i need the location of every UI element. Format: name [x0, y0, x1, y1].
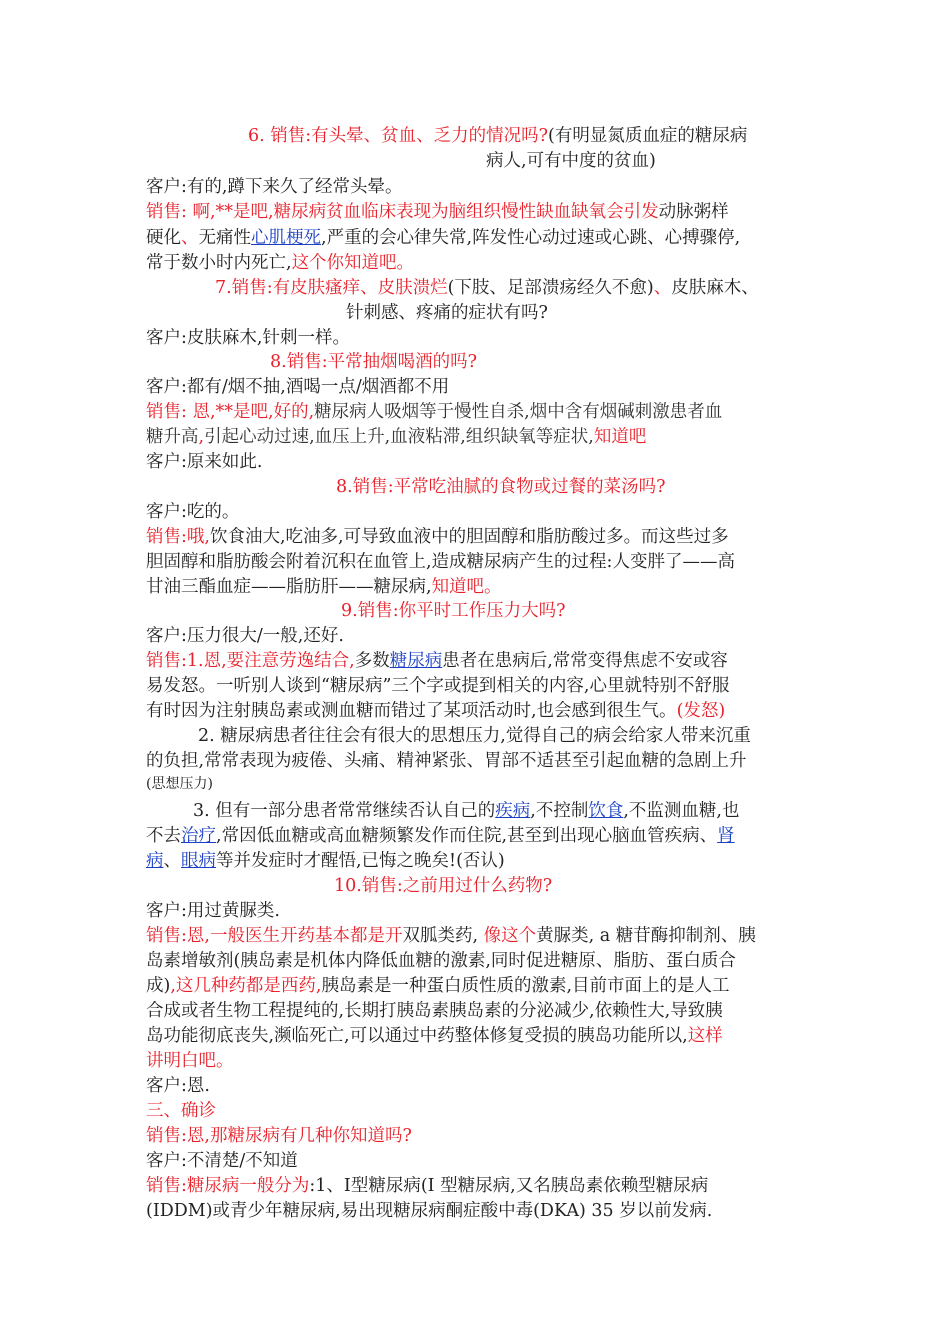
- text-span: ,: [198, 427, 205, 447]
- text-span: 这样: [687, 1026, 723, 1046]
- question-7-text: 7.销售:有皮肤瘙痒、皮肤溃烂: [215, 278, 448, 298]
- text-span: 3. 但有一部分患者常常继续否认自己的: [193, 801, 496, 821]
- text-span: 这个你知道吧。: [291, 253, 415, 273]
- text-span: (发怒): [676, 701, 726, 721]
- text-span: ,不监测血糖,也: [623, 801, 740, 821]
- sales-answer-9-line3: [146, 699, 725, 724]
- customer-reply-7: 客户:皮肤麻木,针刺一样。: [146, 328, 350, 348]
- question-7-note: (下肢、足部溃疡经久不愈): [447, 278, 654, 298]
- customer-reply-9: 客户:压力很大/一般,还好.: [146, 626, 344, 646]
- text-span: 无痛性: [198, 228, 251, 248]
- question-6-line1: [248, 124, 747, 149]
- link-treatment[interactable]: 治疗: [181, 826, 216, 846]
- sales-answer-9-p2-line3: (思想压力): [146, 776, 213, 792]
- text-span: 皮肤麻木、: [671, 278, 759, 298]
- sales-answer-6-line2: [146, 226, 740, 251]
- sales-answer-6-line1: [146, 200, 729, 225]
- text-span: 双胍类药,: [402, 926, 479, 946]
- text-span: 患者在患病后,常常变得焦虑不安或容: [442, 651, 728, 671]
- sales-answer-10-line3: [146, 974, 730, 999]
- sales-answer-11-line2: (IDDM)或青少年糖尿病,易出现糖尿病酮症酸中毒(DKA) 35 岁以前发病.: [146, 1201, 713, 1221]
- text-span: ,不控制: [530, 801, 589, 821]
- text-span: 像这个: [478, 926, 537, 946]
- text-span: 知道吧: [593, 427, 647, 447]
- sales-answer-10-line2: 岛素增敏剂(胰岛素是机体内降低血糖的激素,同时促进糖原、脂肪、蛋白质合: [146, 951, 736, 971]
- sales-answer-6-black: 动脉粥样: [658, 202, 729, 222]
- sales-answer-8b-line2: 胆固醇和脂肪酸会附着沉积在血管上,造成糖尿病产生的过程:人变胖了——高: [146, 552, 735, 572]
- text-span: 、: [653, 278, 672, 298]
- link-kidney[interactable]: 肾: [717, 826, 735, 846]
- sales-answer-9-p2-line1: 2. 糖尿病患者往往会有很大的思想压力,觉得自己的病会给家人带来沉重: [198, 726, 751, 746]
- text-span: ,常因低血糖或高血糖频繁发作而住院,甚至到出现心脑血管疾病、: [216, 826, 718, 846]
- link-eye-disease[interactable]: 眼病: [181, 851, 216, 871]
- customer-reply-6: 客户:有的,蹲下来久了经常头晕。: [146, 177, 403, 197]
- customer-reply-10: 客户:用过黄脲类.: [146, 901, 280, 921]
- sales-answer-8-line1: [146, 400, 722, 425]
- text-span: 、: [181, 228, 199, 248]
- sales-answer-9-p3-line2: [146, 824, 735, 849]
- text-span: 销售:恩,一般医生开药基本都是开: [146, 926, 403, 946]
- question-6-text: 6. 销售:有头晕、贫血、乏力的情况吗?: [248, 126, 549, 146]
- text-span: 多数: [354, 651, 390, 671]
- customer-reply-8c: 客户:吃的。: [146, 502, 240, 522]
- sales-answer-9-p2-line2: 的负担,常常表现为疲倦、头痛、精神紧张、胃部不适甚至引起血糖的急剧上升: [146, 751, 747, 771]
- sales-answer-10-line6: 讲明白吧。: [146, 1051, 234, 1071]
- sales-answer-9-p3-line1: [193, 799, 739, 824]
- text-span: 饮食油大,吃油多,可导致血液中的胆固醇和脂肪酸过多。而这些过多: [209, 527, 729, 547]
- question-11: 销售:恩,那糖尿病有几种你知道吗?: [146, 1126, 412, 1146]
- link-myocardial-infarction[interactable]: 心肌梗死: [251, 228, 321, 248]
- text-span: 引起心动过速,血压上升,血液粘滞,组织缺氧等症状,: [204, 427, 594, 447]
- sales-answer-8b-line1: [146, 525, 729, 550]
- sales-answer-6-red: 销售: 啊,**是吧,糖尿病贫血临床表现为脑组织慢性缺血缺氧会引发: [146, 202, 659, 222]
- customer-reply-11: 客户:不清楚/不知道: [146, 1151, 298, 1171]
- text-span: ,严重的会心律失常,阵发性心动过速或心跳、心搏骤停,: [321, 228, 741, 248]
- question-7-line1: [215, 276, 759, 301]
- text-span: :1、Ⅰ型糖尿病(Ⅰ 型糖尿病,又名胰岛素依赖型糖尿病: [309, 1176, 709, 1196]
- sales-answer-10-line1: [146, 924, 756, 949]
- text-span: 知道吧。: [431, 577, 502, 597]
- question-6-line2: 病人,可有中度的贫血): [486, 151, 656, 171]
- section-heading-diagnosis: 三、确诊: [146, 1101, 216, 1121]
- text-span: 成): [146, 976, 171, 996]
- text-span: a 糖苷酶抑制剂、胰: [594, 926, 756, 946]
- sales-answer-6-line3: [146, 251, 414, 276]
- text-span: 不去: [146, 826, 181, 846]
- question-7-line2: 针刺感、疼痛的症状有吗?: [346, 303, 548, 323]
- link-diabetes[interactable]: 糖尿病: [389, 651, 443, 671]
- text-span: 销售:1.恩,要注意劳逸结合,: [146, 651, 355, 671]
- text-span: ,这几种药都是西药,: [170, 976, 322, 996]
- text-span: 销售:哦,: [146, 527, 210, 547]
- text-span: 硬化: [146, 228, 181, 248]
- customer-reply-8: 客户:都有/烟不抽,酒喝一点/烟酒都不用: [146, 377, 450, 397]
- text-span: 销售:糖尿病一般分为: [146, 1176, 310, 1196]
- text-span: 常于数小时内死亡,: [146, 253, 292, 273]
- text-span: 糖升高: [146, 427, 199, 447]
- sales-answer-8-line2: [146, 425, 646, 450]
- text-span: 岛功能彻底丧失,濒临死亡,可以通过中药整体修复受损的胰岛功能所以,: [146, 1026, 688, 1046]
- sales-answer-9-line1: [146, 649, 728, 674]
- sales-answer-10-line4: 合成或者生物工程提纯的,长期打胰岛素胰岛素的分泌减少,依赖性大,导致胰: [146, 1001, 723, 1021]
- link-disease[interactable]: 疾病: [495, 801, 531, 821]
- link-kidney-disease[interactable]: 病: [146, 851, 164, 871]
- question-8b: 8.销售:平常吃油腻的食物或过餐的菜汤吗?: [336, 477, 666, 497]
- sales-answer-9-p3-line3: [146, 849, 505, 874]
- text-span: 胰岛素是一种蛋白质性质的激素,目前市面上的是人工: [321, 976, 730, 996]
- question-6-note: (有明显氮质血症的糖尿病: [548, 126, 748, 146]
- text-span: 有时因为注射胰岛素或测血糖而错过了某项活动时,也会感到很生气。: [146, 701, 677, 721]
- question-8: 8.销售:平常抽烟喝酒的吗?: [270, 352, 477, 372]
- customer-reply-10b: 客户:恩.: [146, 1076, 210, 1096]
- text-span: 甘油三酯血症——脂肪肝——糖尿病,: [146, 577, 432, 597]
- question-9: 9.销售:你平时工作压力大吗?: [341, 601, 566, 621]
- link-diet[interactable]: 饮食: [588, 801, 624, 821]
- question-10: 10.销售:之前用过什么药物?: [334, 876, 553, 896]
- sales-answer-8b-line3: [146, 575, 502, 600]
- customer-reply-8b: 客户:原来如此.: [146, 452, 263, 472]
- text-span: 销售: 恩,**是吧,好的,: [146, 402, 315, 422]
- text-span: 、: [163, 851, 181, 871]
- sales-answer-9-line2: 易发怒。一听别人谈到“糖尿病”三个字或提到相关的内容,心里就特别不舒服: [146, 676, 730, 696]
- text-span: 糖尿病人吸烟等于慢性自杀,烟中含有烟碱刺激患者血: [314, 402, 723, 422]
- text-span: 黄脲类,: [536, 926, 595, 946]
- sales-answer-10-line5: [146, 1024, 723, 1049]
- sales-answer-11-line1: [146, 1174, 708, 1199]
- text-span: 等并发症时才醒悟,已悔之晚矣!(否认): [216, 851, 505, 871]
